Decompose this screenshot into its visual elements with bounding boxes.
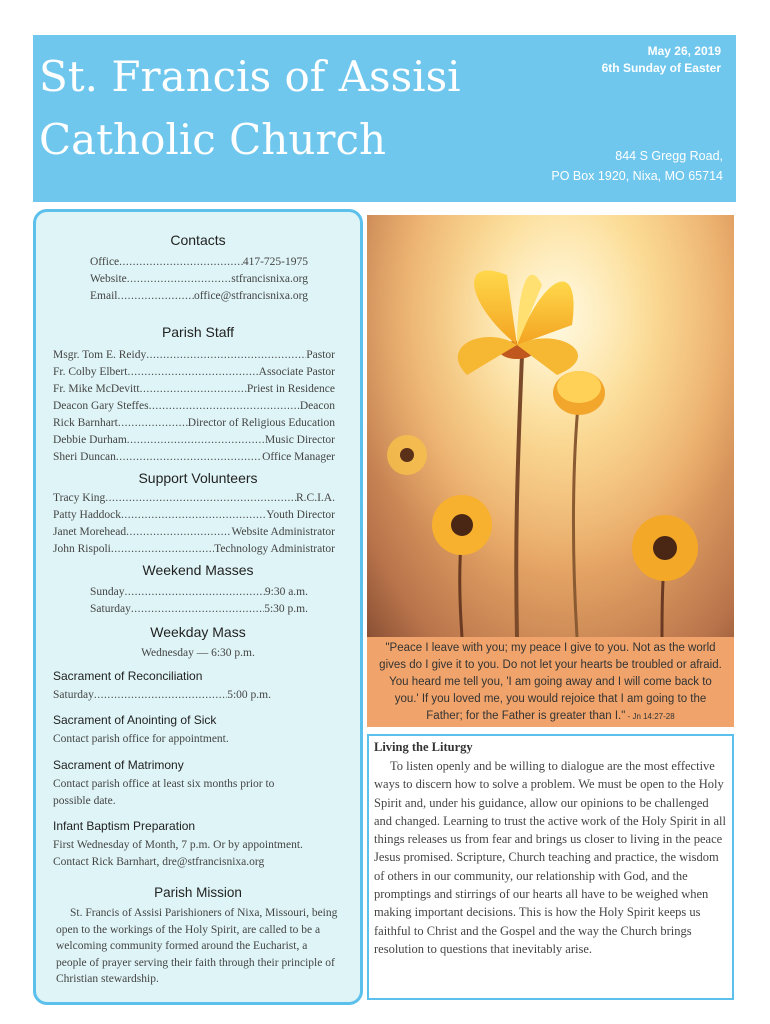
flowers-photo-icon: [367, 215, 734, 637]
living-the-liturgy-box: [367, 734, 734, 1000]
volunteer-role: R.C.I.A.: [296, 492, 335, 504]
staff-role: Office Manager: [262, 451, 335, 463]
staff-row: [53, 432, 335, 448]
staff-row: [53, 415, 335, 431]
liturgy-text: To listen openly and be willing to dialogue are the most effective ways to discern how to solve a problem. We must be open to the Holy Spirit and, under his guidance, allow our opinions to be challenged and changed. Learning to trust the active work of the Holy Spirit in all things releases us from fear and brings us closer to living in the peace Jesus promised. Scripture, Church teaching and practice, the wisdom of others in our community, our relationship with God, and the promptings and stirrings of our hearts all have to be weighed when making important decisions. This is how the Holy Spirit keeps us faithful to Christ and the Gospel and the way the Church brings resolution to questions that inevitably arise.: [374, 759, 726, 956]
anointing-title: Sacrament of Anointing of Sick: [53, 713, 217, 727]
staff-name: Fr. Mike McDevitt: [53, 383, 140, 395]
quote-text: "Peace I leave with you; my peace I give to you. Not as the world gives do I give it to you. Do not let your hearts be troubled or afraid. You heard me tell you, 'I am going away and I will come back to you.' If you loved me, you would rejoice that I am going to the Father; for the Father is greater than I.": [379, 642, 722, 722]
address-line1: 844 S Gregg Road,: [615, 149, 723, 163]
contact-label: Website: [90, 273, 127, 285]
flowers-illustration: [367, 215, 734, 637]
staff-row: [53, 381, 335, 397]
contacts-title: Contacts: [170, 232, 226, 248]
contact-row-website: [90, 271, 308, 287]
mass-time: 9:30 a.m.: [264, 586, 308, 598]
matrimony-text-line1: Contact parish office at least six months prior to: [53, 778, 275, 790]
staff-role: Associate Pastor: [258, 366, 335, 378]
mission-text: St. Francis of Assisi Parishioners of Nixa, Missouri, being open to the workings of the Holy Spirit, are called to be a welcoming community formed around the Eucharist, a people of prayer serving their faith through their principle of Christian stewardship.: [56, 907, 338, 985]
baptism-text-line2: Contact Rick Barnhart, dre@stfrancisnixa.org: [53, 856, 265, 868]
staff-role: Director of Religious Education: [187, 417, 335, 429]
mission-title: Parish Mission: [154, 885, 242, 900]
volunteer-role: Website Administrator: [231, 526, 335, 538]
anointing-text: Contact parish office for appointment.: [53, 733, 229, 745]
contact-value: office@stfrancisnixa.org: [194, 290, 308, 302]
staff-role: Music Director: [265, 434, 335, 446]
mass-row: [90, 584, 308, 600]
staff-row: [53, 449, 335, 465]
liturgy-title: Living the Liturgy: [374, 740, 473, 754]
staff-name: Msgr. Tom E. Reidy: [53, 349, 147, 361]
volunteer-role: Youth Director: [266, 509, 335, 521]
reconciliation-title: Sacrament of Reconciliation: [53, 669, 203, 683]
church-name-line2: Catholic Church: [39, 115, 387, 164]
volunteer-name: John Rispoli: [53, 543, 111, 555]
volunteer-row: [53, 524, 335, 540]
mass-day: Sunday: [90, 586, 125, 598]
contact-row-email: [90, 288, 308, 304]
support-volunteers-title: Support Volunteers: [138, 470, 258, 486]
bulletin-date: May 26, 2019: [647, 44, 721, 58]
liturgical-sunday: 6th Sunday of Easter: [601, 61, 721, 75]
staff-row: [53, 398, 335, 414]
staff-name: Fr. Colby Elbert: [53, 366, 128, 378]
mass-day: Saturday: [90, 603, 131, 615]
staff-name: Debbie Durham: [53, 434, 127, 446]
mass-time: 5:30 p.m.: [264, 603, 308, 615]
staff-name: Rick Barnhart: [53, 417, 118, 429]
lower-flower-left: [432, 495, 492, 555]
contact-value: 417-725-1975: [242, 256, 308, 268]
bulletin-header: [33, 35, 736, 202]
baptism-title: Infant Baptism Preparation: [53, 819, 196, 833]
staff-name: Deacon Gary Steffes: [53, 400, 149, 412]
reconciliation-time: 5:00 p.m.: [227, 689, 271, 701]
lower-flower-right: [632, 515, 698, 581]
volunteer-row: [53, 490, 335, 506]
small-flower-left: [387, 435, 427, 475]
baptism-text-line1: First Wednesday of Month, 7 p.m. Or by appointment.: [53, 839, 303, 851]
parish-staff-title: Parish Staff: [161, 324, 235, 340]
parish-info-panel: [33, 209, 363, 1005]
volunteer-name: Tracy King: [53, 492, 106, 504]
bud-flower: [553, 371, 605, 415]
matrimony-text-line2: possible date.: [53, 795, 116, 807]
address-line2: PO Box 1920, Nixa, MO 65714: [551, 169, 723, 183]
quote-reference: - Jn 14:27-28: [625, 712, 675, 721]
volunteer-role: Technology Administrator: [214, 543, 335, 555]
staff-role: Pastor: [306, 349, 335, 361]
staff-role: Deacon: [299, 400, 335, 412]
reconciliation-day: Saturday: [53, 689, 94, 701]
matrimony-title: Sacrament of Matrimony: [53, 758, 184, 772]
mass-row: [90, 601, 308, 617]
staff-row: [53, 364, 335, 380]
church-name: [39, 45, 461, 171]
address-block: [551, 146, 723, 186]
staff-name: Sheri Duncan: [53, 451, 116, 463]
weekday-mass-title: Weekday Mass: [150, 624, 246, 640]
volunteer-row: [53, 507, 335, 523]
contact-value: stfrancisnixa.org: [231, 273, 308, 285]
weekday-mass-time: Wednesday — 6:30 p.m.: [141, 647, 255, 659]
volunteer-row: [53, 541, 335, 557]
contact-label: Email: [90, 290, 118, 302]
date-block: [602, 43, 721, 77]
contact-label: Office: [90, 256, 120, 268]
scripture-quote: [367, 637, 734, 727]
church-name-line1: St. Francis of Assisi: [39, 52, 461, 101]
volunteer-name: Patty Haddock: [53, 509, 122, 521]
reconciliation-row: [53, 687, 271, 703]
volunteer-name: Janet Morehead: [53, 526, 127, 538]
weekend-masses-title: Weekend Masses: [142, 562, 254, 578]
staff-row: [53, 347, 335, 363]
contact-row-office: [90, 254, 308, 270]
staff-role: Priest in Residence: [246, 383, 335, 395]
